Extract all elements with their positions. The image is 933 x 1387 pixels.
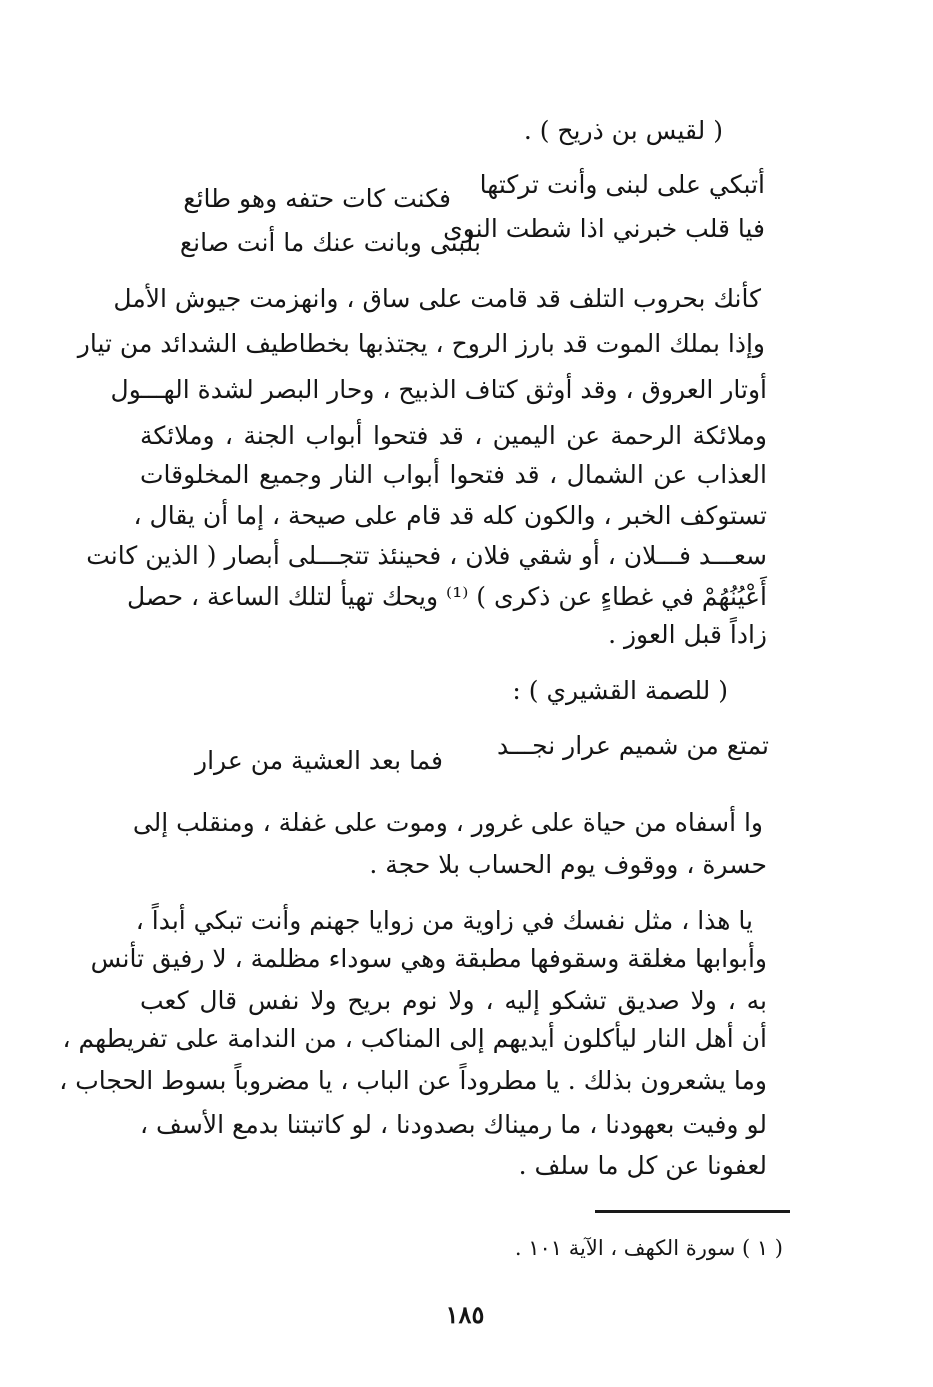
para-1-line-8: أَعْيُنُهُمْ في غطاءٍ عن ذكرى ) ⁽¹⁾ ويحك تهيأ لتلك الساعة ، حصل [127,582,767,611]
para-3-line-7: لعفونا عن كل ما سلف . [518,1151,767,1180]
poem-1-verse-1-left: فكنت كات حتفه وهو طائع [183,184,451,213]
para-3-line-5: وما يشعرون بذلك . يا مطروداً عن الباب ، يا مضروباً بسوط الحجاب ، [59,1066,767,1095]
poem-1-verse-1-right: أتبكي على لبنى وأنت تركتها [479,170,765,199]
para-2-line-1: وا أسفاه من حياة على غرور ، وموت على غفلة ، ومنقلب إلى [132,808,763,837]
heading-qushayri: ( للصمة القشيري ) : [512,676,728,705]
poem-2-left: فما بعد العشية من عرار [195,746,443,775]
para-1-line-4: وملائكة الرحمة عن اليمين ، قد فتحوا أبواب الجنة ، وملائكة [140,421,767,450]
para-2-line-2: حسرة ، ووقوف يوم الحساب بلا حجة . [369,850,767,879]
para-1-line-3: أوتار العروق ، وقد أوثق كتاف الذبيح ، وحار البصر لشدة الهـــول [110,375,767,404]
heading-qays: ( لقيس بن ذريح ) . [523,116,723,145]
footnote: ( ١ ) سورة الكهف ، الآية ١٠١ . [514,1236,783,1260]
para-1-line-1: كأنك بحروب التلف قد قامت على ساق ، وانهزمت جيوش الأمل [113,284,761,313]
para-1-line-5: العذاب عن الشمال ، قد فتحوا أبواب النار وجميع المخلوقات [140,460,767,489]
para-3-line-4: أن أهل النار ليأكلون أيديهم إلى المناكب ، من الندامة على تفريطهم ، [62,1024,767,1053]
para-1-line-6: تستوكف الخبر ، والكون كله قد قام على صيحة ، إما أن يقال ، [133,501,767,530]
para-3-line-2: وأبوابها مغلقة وسقوفها مطبقة وهي سوداء مظلمة ، لا رفيق تأنس [90,944,767,973]
para-3-line-6: لو وفيت بعهودنا ، ما رميناك بصدودنا ، لو كاتبتنا بدمع الأسف ، [140,1110,767,1139]
footnote-divider [595,1210,790,1213]
poem-1-verse-2-left: بلبنى وبانت عنك ما أنت صانع [179,228,481,257]
page-number: ١٨٥ [445,1300,485,1329]
para-1-line-2: وإذا بملك الموت قد بارز الروح ، يجتذبها بخطاطيف الشدائد من تيار [77,329,765,358]
para-1-line-9: زاداً قبل العوز . [608,620,767,649]
poem-1-verse-2-right: فيا قلب خبرني اذا شطت النوى [443,214,765,243]
poem-2-right: تمتع من شميم عرار نجـــد [497,731,769,760]
para-1-line-7: سعـــد فـــلان ، أو شقي فلان ، فحينئذ تتجـــلى أبصار ( الذين كانت [86,541,767,570]
para-3-line-3: به ، ولا صديق تشكو إليه ، ولا نوم بريح ولا نفس قال كعب [140,986,767,1015]
para-3-line-1: يا هذا ، مثل نفسك في زاوية من زوايا جهنم وأنت تبكي أبداً ، [135,906,753,935]
